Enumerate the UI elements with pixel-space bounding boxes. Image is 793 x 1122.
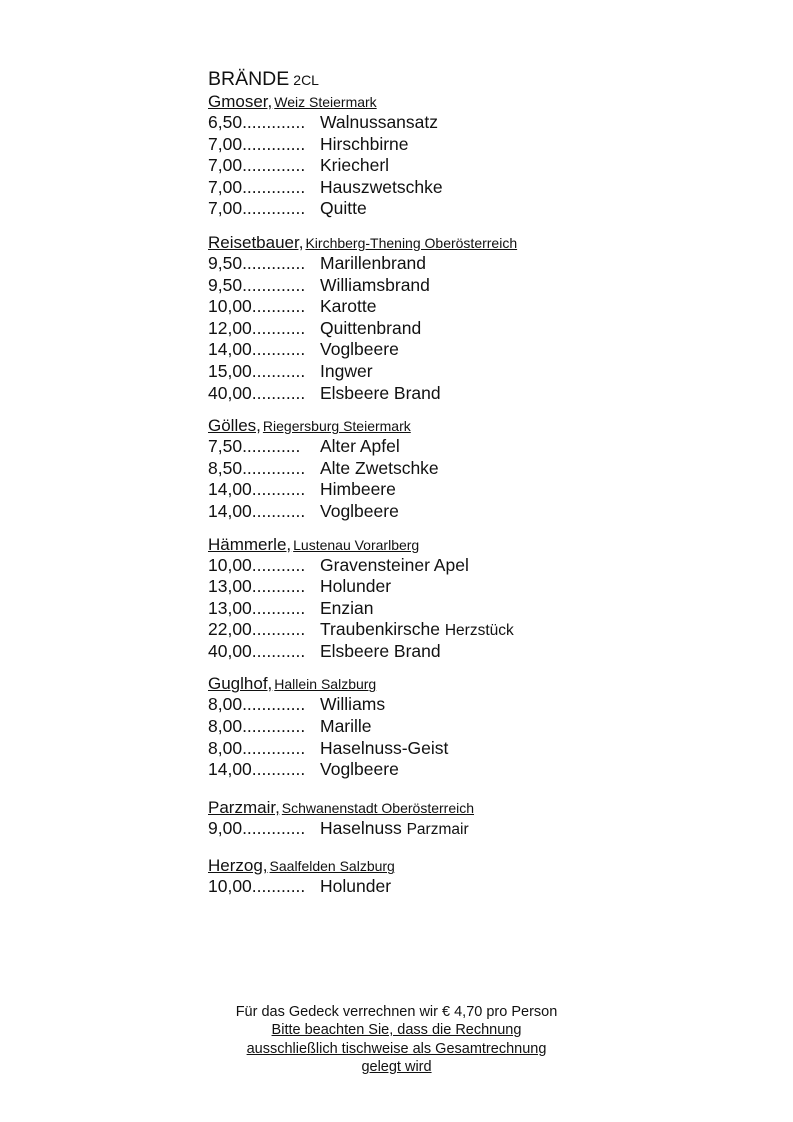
producer-heading	[208, 534, 628, 555]
item-leader-dots: ...........	[251, 554, 306, 575]
item-leader-dots: ...........	[251, 479, 306, 500]
item-name-wrap	[320, 759, 399, 781]
item-leader-dots: .............	[242, 737, 306, 758]
section-spacer	[208, 404, 628, 415]
producer-section	[208, 534, 628, 663]
item-leader-dots: ...........	[251, 576, 306, 597]
item-name-wrap	[320, 318, 421, 340]
menu-item	[208, 383, 628, 405]
item-name-wrap	[320, 576, 391, 598]
item-price: 8,00	[208, 716, 243, 737]
item-price: 12,00	[208, 317, 252, 338]
item-name-wrap	[320, 436, 400, 458]
item-name: Himbeere	[320, 479, 396, 500]
item-price: 14,00	[208, 500, 252, 521]
item-name-wrap	[320, 383, 441, 405]
section-spacer	[208, 523, 628, 534]
producer-name: Guglhof,	[208, 674, 273, 694]
item-name-wrap	[320, 296, 376, 318]
item-name-wrap	[320, 479, 396, 501]
item-name: Williamsbrand	[320, 274, 430, 295]
menu-item	[208, 134, 628, 156]
item-name-wrap	[320, 198, 367, 220]
item-name: Hauszwetschke	[320, 176, 443, 197]
producer-section	[208, 91, 628, 220]
item-name: Enzian	[320, 597, 374, 618]
item-name-wrap	[320, 555, 469, 577]
item-price: 40,00	[208, 382, 252, 403]
item-name-wrap	[320, 738, 448, 760]
producer-location: Hallein Salzburg	[274, 676, 377, 693]
footer-note	[0, 1003, 793, 1076]
menu-item	[208, 318, 628, 340]
producer-heading	[208, 855, 628, 876]
item-price: 9,00	[208, 817, 243, 838]
item-leader-dots: .............	[242, 133, 306, 154]
item-price: 40,00	[208, 640, 252, 661]
item-name: Holunder	[320, 876, 392, 897]
producer-section	[208, 415, 628, 522]
item-price: 7,00	[208, 176, 243, 197]
item-leader-dots: ...........	[251, 339, 306, 360]
item-name: Quittenbrand	[320, 317, 422, 338]
item-name: Marille	[320, 716, 372, 737]
item-leader-dots: ...........	[251, 296, 306, 317]
menu-item	[208, 576, 628, 598]
item-leader-dots: ...........	[251, 382, 306, 403]
item-name: Walnussansatz	[320, 112, 439, 132]
producer-heading	[208, 415, 628, 436]
item-name-wrap	[320, 458, 439, 480]
menu-item	[208, 501, 628, 523]
item-name: Ingwer	[320, 360, 373, 381]
menu-item	[208, 818, 628, 840]
producer-location: Saalfelden Salzburg	[269, 858, 395, 875]
item-name-wrap	[320, 716, 372, 738]
item-name-wrap	[320, 501, 399, 523]
item-price: 6,50	[208, 112, 243, 132]
item-leader-dots: .............	[242, 112, 306, 132]
item-price: 15,00	[208, 360, 252, 381]
item-price: 9,50	[208, 274, 243, 295]
item-leader-dots: ...........	[251, 317, 306, 338]
item-name: Williams	[320, 694, 386, 715]
producer-heading	[208, 232, 628, 253]
item-leader-dots: ...........	[251, 360, 306, 381]
section-spacer	[208, 220, 628, 232]
menu-item	[208, 479, 628, 501]
item-name-wrap	[320, 598, 374, 620]
item-note: Herzstück	[444, 622, 514, 640]
producer-heading	[208, 797, 628, 818]
menu-item	[208, 361, 628, 383]
item-leader-dots: .............	[242, 198, 306, 219]
menu-item	[208, 112, 628, 134]
item-leader-dots: .............	[242, 716, 306, 737]
producer-name: Hämmerle,	[208, 534, 292, 554]
producer-location: Weiz Steiermark	[274, 94, 377, 110]
menu-item	[208, 198, 628, 220]
producer-name: Gölles,	[208, 416, 261, 436]
menu-item	[208, 253, 628, 275]
producer-location: Lustenau Vorarlberg	[293, 536, 420, 553]
menu-item	[208, 155, 628, 177]
menu-title	[208, 67, 628, 91]
footer-billing-note-2: ausschließlich tischweise als Gesamtrechnung	[246, 1040, 547, 1057]
item-note: Parzmair	[406, 820, 469, 838]
item-price: 13,00	[208, 576, 252, 597]
menu-item	[208, 716, 628, 738]
item-leader-dots: .............	[242, 694, 306, 715]
spirits-menu	[208, 67, 628, 898]
item-name-wrap	[320, 275, 430, 297]
item-name: Quitte	[320, 198, 367, 219]
item-name: Voglbeere	[320, 759, 399, 780]
item-name: Elsbeere Brand	[320, 382, 441, 403]
item-name: Alte Zwetschke	[320, 457, 439, 478]
item-name: Elsbeere Brand	[320, 640, 441, 661]
item-leader-dots: .............	[242, 274, 306, 295]
producer-heading	[208, 673, 628, 694]
item-name: Marillenbrand	[320, 252, 427, 273]
menu-item	[208, 759, 628, 781]
item-price: 14,00	[208, 479, 252, 500]
item-name: Voglbeere	[320, 500, 399, 521]
producer-name: Parzmair,	[208, 797, 280, 817]
item-price: 7,00	[208, 198, 243, 219]
menu-item	[208, 275, 628, 297]
item-name: Alter Apfel	[320, 436, 400, 457]
menu-title-text: BRÄNDE	[208, 68, 290, 90]
item-leader-dots: ...........	[251, 597, 306, 618]
menu-item	[208, 177, 628, 199]
producer-name: Herzog,	[208, 856, 268, 876]
item-name-wrap	[320, 361, 373, 383]
item-name-wrap	[320, 694, 385, 716]
item-leader-dots: ...........	[251, 876, 306, 897]
menu-item	[208, 458, 628, 480]
menu-item	[208, 296, 628, 318]
item-name: Hirschbirne	[320, 133, 409, 154]
producer-location: Riegersburg Steiermark	[262, 418, 411, 435]
menu-item	[208, 694, 628, 716]
menu-item	[208, 436, 628, 458]
producer-name: Gmoser,	[208, 92, 273, 111]
item-name-wrap	[320, 619, 514, 642]
item-name-wrap	[320, 339, 399, 361]
item-name: Holunder	[320, 576, 392, 597]
item-leader-dots: ...........	[251, 640, 306, 661]
menu-item	[208, 738, 628, 760]
item-leader-dots: ...........	[251, 759, 306, 780]
section-spacer	[208, 839, 628, 855]
item-name: Karotte	[320, 296, 377, 317]
item-leader-dots: .............	[242, 457, 306, 478]
item-name: Gravensteiner Apel	[320, 554, 469, 575]
item-leader-dots: ...........	[251, 619, 306, 640]
footer-billing-note-3: gelegt wird	[361, 1058, 432, 1075]
menu-item	[208, 598, 628, 620]
footer-billing-note-1: Bitte beachten Sie, dass die Rechnung	[271, 1022, 522, 1039]
menu-item	[208, 876, 628, 898]
item-leader-dots: .............	[242, 176, 306, 197]
item-price: 13,00	[208, 597, 252, 618]
item-name-wrap	[320, 876, 391, 898]
item-price: 7,00	[208, 155, 243, 176]
item-price: 7,50	[208, 436, 243, 457]
item-name-wrap	[320, 155, 389, 177]
item-name: Traubenkirsche	[320, 619, 440, 640]
item-price: 8,00	[208, 694, 243, 715]
item-leader-dots: ...........	[251, 500, 306, 521]
item-name-wrap	[320, 818, 469, 841]
menu-item	[208, 339, 628, 361]
item-price: 10,00	[208, 876, 252, 897]
item-leader-dots: .............	[242, 252, 306, 273]
menu-item	[208, 619, 628, 641]
producer-heading	[208, 91, 628, 112]
item-price: 9,50	[208, 252, 243, 273]
producer-section	[208, 855, 628, 898]
item-price: 7,00	[208, 133, 243, 154]
item-name: Voglbeere	[320, 339, 399, 360]
section-spacer	[208, 781, 628, 797]
producer-location: Kirchberg-Thening Oberösterreich	[305, 234, 518, 251]
item-name-wrap	[320, 641, 441, 663]
item-price: 8,50	[208, 457, 243, 478]
item-leader-dots: .............	[242, 155, 306, 176]
item-price: 14,00	[208, 339, 252, 360]
section-spacer	[208, 662, 628, 673]
footer-cover-charge: Für das Gedeck verrechnen wir € 4,70 pro Person	[235, 1004, 558, 1020]
item-price: 22,00	[208, 619, 252, 640]
item-name: Haselnuss-Geist	[320, 737, 449, 758]
producer-section	[208, 232, 628, 404]
producer-location: Schwanenstadt Oberösterreich	[281, 799, 475, 816]
producer-section	[208, 797, 628, 840]
item-price: 10,00	[208, 554, 252, 575]
menu-item	[208, 555, 628, 577]
item-name: Kriecherl	[320, 155, 390, 176]
item-price: 10,00	[208, 296, 252, 317]
producer-name: Reisetbauer,	[208, 232, 304, 252]
item-leader-dots: .............	[242, 817, 306, 838]
item-name-wrap	[320, 177, 443, 199]
item-name-wrap	[320, 253, 426, 275]
item-price: 14,00	[208, 759, 252, 780]
menu-item	[208, 641, 628, 663]
item-name-wrap	[320, 134, 409, 156]
producer-section	[208, 673, 628, 780]
item-price: 8,00	[208, 737, 243, 758]
producer-sections	[208, 91, 628, 898]
item-leader-dots: ............	[242, 436, 301, 457]
item-name: Haselnuss	[320, 817, 402, 838]
item-name-wrap	[320, 112, 438, 134]
menu-title-subtitle: 2CL	[293, 72, 319, 88]
